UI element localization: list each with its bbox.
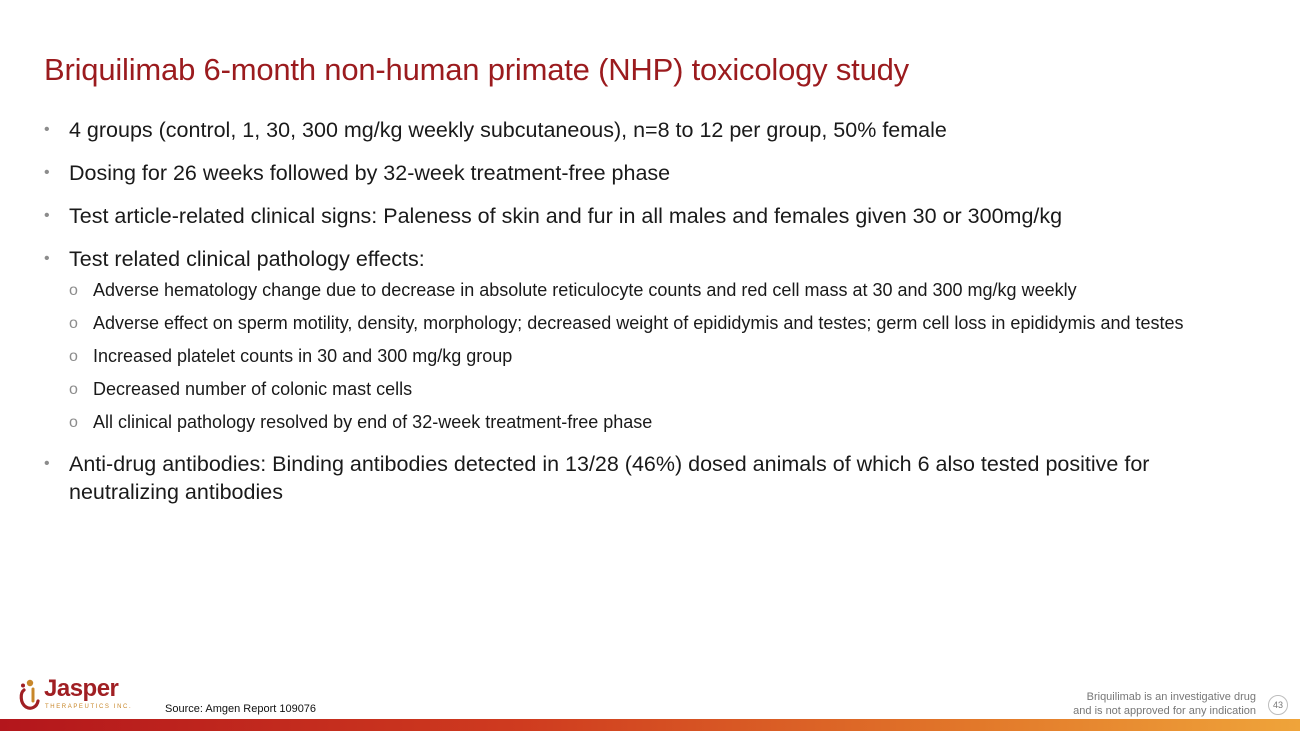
source-note: Source: Amgen Report 109076: [165, 703, 317, 715]
bullet-item: [44, 159, 1244, 187]
bullet-text: Test article-related clinical signs: Paleness of skin and fur in all males and females given 30 or 300mg/kg: [69, 204, 1063, 228]
bullet-marker: •: [44, 455, 50, 472]
company-logo: [18, 677, 138, 713]
footer-gradient-bar: [0, 719, 1300, 731]
sub-bullet-item: [69, 377, 1244, 402]
sub-bullet-marker: o: [69, 381, 78, 398]
sub-bullet-item: [69, 344, 1244, 369]
sub-bullet-marker: o: [69, 282, 78, 299]
disclaimer-line: Briquilimab is an investigative drug: [1086, 691, 1256, 703]
bullet-item: [44, 202, 1244, 230]
sub-bullet-marker: o: [69, 414, 78, 431]
bullet-text: Test related clinical pathology effects:: [69, 247, 425, 271]
bullet-list: [44, 116, 1244, 506]
bullet-text: Anti-drug antibodies: Binding antibodies detected in 13/28 (46%) dosed animals of which 6 also tested positive for neutralizing antibodies: [69, 452, 1150, 504]
sub-bullet-marker: o: [69, 348, 78, 365]
page-number: 43: [1268, 695, 1288, 715]
bullet-item: [44, 116, 1244, 144]
bullet-marker: •: [44, 250, 50, 267]
disclaimer: [1073, 690, 1256, 718]
sub-bullet-text: Increased platelet counts in 30 and 300 mg/kg group: [93, 346, 513, 366]
bullet-marker: •: [44, 207, 50, 224]
bullet-marker: •: [44, 121, 50, 138]
sub-bullet-item: [69, 278, 1244, 303]
sub-bullet-item: [69, 311, 1244, 336]
sub-bullet-marker: o: [69, 315, 78, 332]
logo-tagline: THERAPEUTICS INC.: [45, 704, 133, 710]
jasper-logo-icon: [18, 677, 44, 713]
sub-bullet-text: All clinical pathology resolved by end of 32-week treatment-free phase: [93, 412, 653, 432]
sub-bullet-text: Adverse hematology change due to decrease in absolute reticulocyte counts and red cell mass at 30 and 300 mg/kg weekly: [93, 280, 1077, 300]
bullet-text: Dosing for 26 weeks followed by 32-week treatment-free phase: [69, 161, 671, 185]
sub-bullet-text: Decreased number of colonic mast cells: [93, 379, 413, 399]
bullet-item: [44, 245, 1244, 273]
sub-bullet-item: [69, 410, 1244, 435]
bullet-item: [44, 450, 1244, 506]
logo-wordmark: Jasper: [44, 675, 119, 702]
sub-bullet-text: Adverse effect on sperm motility, density, morphology; decreased weight of epididymis and testes; germ cell loss in epididymis and testes: [93, 313, 1184, 333]
bullet-text: 4 groups (control, 1, 30, 300 mg/kg weekly subcutaneous), n=8 to 12 per group, 50% female: [69, 118, 947, 142]
disclaimer-line: and is not approved for any indication: [1073, 705, 1256, 717]
bullet-marker: •: [44, 164, 50, 181]
slide-title: Briquilimab 6-month non-human primate (NHP) toxicology study: [44, 52, 909, 87]
